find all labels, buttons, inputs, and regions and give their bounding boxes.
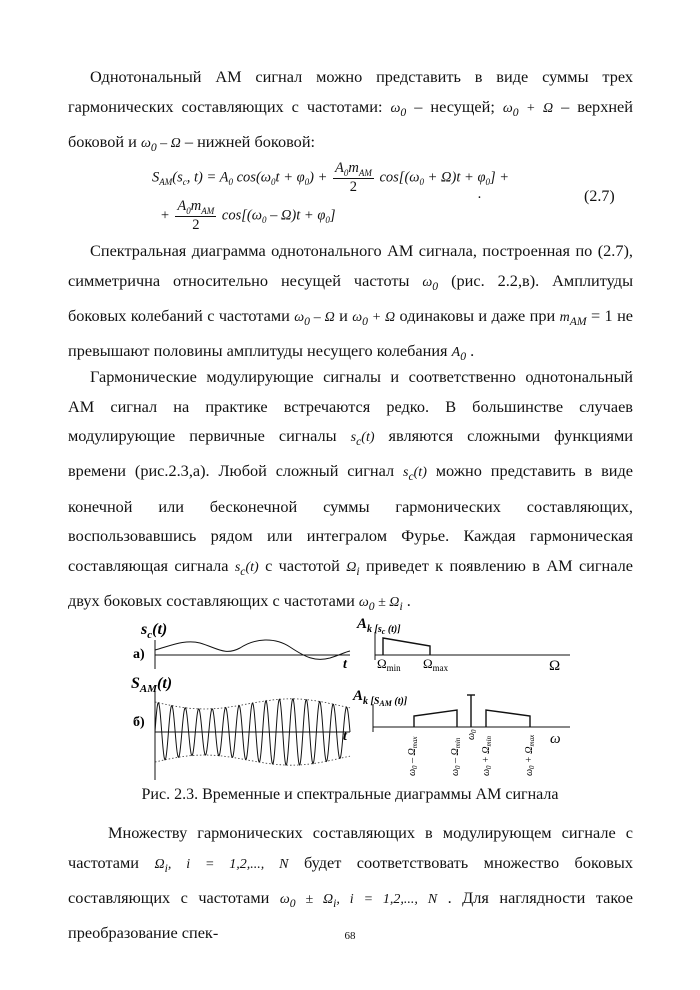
spec-top-envelope — [383, 638, 430, 655]
lower-sideband — [414, 710, 457, 727]
sc-signal-curve — [155, 640, 350, 659]
label-b: б) — [133, 715, 145, 730]
omega-min-label: $\Omega_{min}$ — [377, 656, 401, 673]
equation-line-2: + $A_0m_{AM}$ 2 $\cos[(\omega_0 - \Omega)t + \varphi_0]$ — [160, 198, 336, 233]
tick-w0-minus-omin: $\omega_0 - \Omega_{min}$ — [450, 737, 462, 776]
paragraph-2: Спектральная диаграмма однотонального АМ сигнала, построенная по (2.7), симметрична относительно несущей частоты $\omega_0$ (рис. 2.2,в). Амплитуды боковых колебаний с частотами $\omega_0$ – Ω и $\omega_0 + \Omega$ одинаковы и даже при $m_{AM} = 1$ не превышают половины амплитуды несущего колебания $A_0$ . — [68, 241, 634, 363]
equation-dot: . — [478, 186, 482, 202]
paragraph-4: Множеству гармонических составляющих в модулирующем сигнале с частотами $\Omega_i$, i = 1,2,..., N будет соответствовать множество боковых составляющих с частотами $\omega_0 \pm \Omega_i$, i = 1,2,..., N . Для наглядности такое преобразование спек- — [68, 823, 634, 943]
label-a: а) — [133, 647, 145, 662]
sam-envelope-lower — [155, 755, 350, 765]
figure-2-3 — [125, 612, 585, 784]
paragraph-3: Гармонические модулирующие сигналы и соответственно однотональный АМ сигнал на практике встречаются редко. В большинстве случаев модулирующие первичные сигналы $s_c(t)$ являются сложными функциями времени (рис.2.3,а). Любой сложный сигнал $s_c(t)$ можно представить в виде конечной или бесконечной суммы гармонических составляющих, воспользовавшись рядом или интегралом Фурье. Каждая гармоническая составляющая сигнала $s_c(t)$ с частотой $\Omega_i$ приведет к появлению в АМ сигнале двух боковых составляющих с частотами $\omega_0 \pm \Omega_i$ . — [68, 367, 633, 613]
figure-caption: Рис. 2.3. Временные и спектральные диаграммы АМ сигнала — [141, 786, 559, 803]
paragraph-1: Однотональный АМ сигнал можно представить в виде суммы трех гармонических составляющих с частотами: $\omega_0$ – несущей; $\omega_0 + \Omega$ – верхней боковой и $\omega_0$ – Ω – нижней боковой: — [68, 67, 633, 154]
omega-axis-lower-label: ω — [550, 731, 561, 747]
tick-w0-plus-omin: $\omega_0 + \Omega_{min}$ — [481, 735, 493, 776]
tick-w0-minus-omax: $\omega_0 - \Omega_{max}$ — [407, 736, 419, 776]
equation-number: (2.7) — [584, 188, 615, 205]
page-number: 68 — [344, 930, 356, 942]
sc-t-label: t — [343, 657, 347, 672]
tick-w0-plus-omax: $\omega_0 + \Omega_{max}$ — [524, 734, 536, 776]
omega-max-label: $\Omega_{max}$ — [423, 656, 449, 673]
equation-line-1: $S_{AM}(s_c$, $t) = A_0$ $\cos(\omega_0t + \varphi_0)$ + $A_0m_{AM}$ 2 $\cos[(\omega_0 + \Omega)t + \varphi_0]$ + — [152, 160, 510, 195]
sc-label: $s_c(t)$ — [141, 621, 168, 641]
spectrum-bottom-label: $A_{k [S}AM$ (t)] — [353, 688, 408, 708]
spectrum-top-label: $A_{k [s}c$ (t)] — [357, 616, 401, 636]
sam-t-label: t — [343, 729, 347, 744]
tick-w0: $\omega_0$ — [466, 729, 478, 740]
upper-sideband — [486, 710, 530, 727]
omega-axis-upper-label: Ω — [549, 658, 561, 674]
sam-label: $S_{AM}(t)$ — [131, 675, 173, 695]
